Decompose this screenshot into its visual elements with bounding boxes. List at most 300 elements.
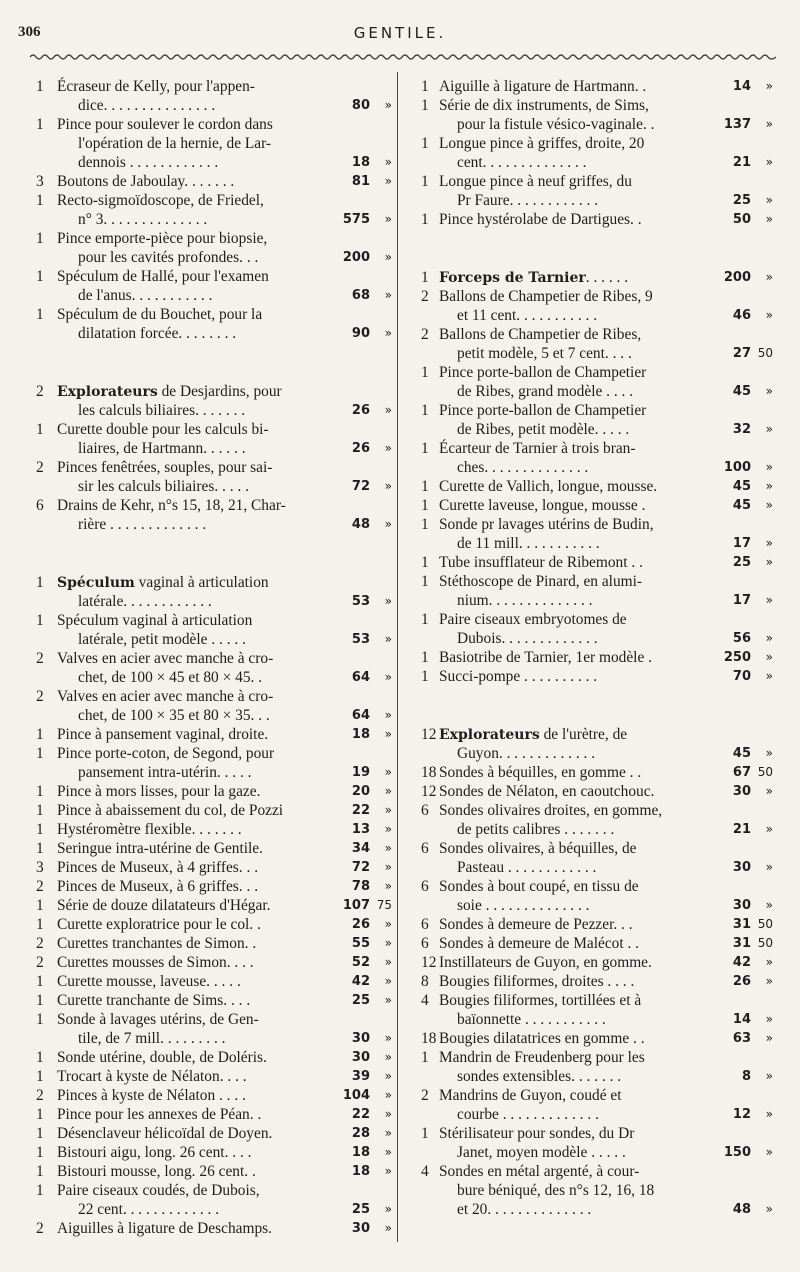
item-text — [78, 324, 236, 343]
item-quantity: 2 — [36, 878, 44, 895]
item-price-francs: 45 — [732, 479, 751, 494]
item-description: Janet, moyen modèle . . . . . — [457, 1144, 626, 1161]
catalog-entry — [421, 725, 773, 763]
catalog-entry — [36, 839, 392, 858]
item-quantity: 2 — [36, 954, 44, 971]
item-price-francs: 45 — [732, 746, 751, 761]
item-description: vaginal à articulation — [134, 574, 269, 591]
item-price-francs: 46 — [732, 308, 751, 323]
item-text — [457, 420, 629, 439]
item-description: Valves en acier avec manche à cro- — [57, 650, 274, 667]
catalog-entry — [421, 553, 773, 572]
item-text — [78, 439, 246, 458]
item-text — [439, 268, 628, 288]
item-description: Écraseur de Kelly, pour l'appen- — [57, 78, 255, 95]
entry-line — [36, 229, 392, 248]
catalog-entry — [421, 839, 773, 877]
item-price-francs: 17 — [732, 593, 751, 608]
entry-line — [36, 1067, 392, 1086]
item-description: Instillateurs de Guyon, en gomme. — [439, 954, 652, 971]
entry-line — [421, 401, 773, 420]
item-description: Longue pince à griffes, droite, 20 — [439, 135, 645, 152]
catalog-entry — [36, 858, 392, 877]
catalog-entry — [421, 648, 773, 667]
item-text — [457, 115, 654, 134]
item-price-centimes: » — [384, 288, 392, 302]
entry-line — [36, 439, 392, 458]
item-description: Pinces de Museux, à 6 griffes. . . — [57, 878, 259, 895]
item-price-centimes: 50 — [757, 936, 773, 950]
entry-line — [36, 896, 392, 915]
item-text — [57, 420, 269, 439]
item-price-francs: 52 — [351, 955, 370, 970]
item-price-francs: 25 — [732, 193, 751, 208]
item-description: liaires, de Hartmann. . . . . . — [78, 440, 246, 457]
item-quantity: 1 — [421, 1049, 429, 1066]
item-description: Trocart à kyste de Nélaton. . . . — [57, 1068, 247, 1085]
item-text — [439, 610, 627, 629]
item-text — [439, 477, 657, 496]
entry-line — [36, 286, 392, 305]
item-price-francs: 25 — [351, 1202, 370, 1217]
item-price-francs: 13 — [351, 822, 370, 837]
item-description: Curette exploratrice pour le col. . — [57, 916, 261, 933]
item-price-centimes: » — [765, 784, 773, 798]
entry-line — [421, 725, 773, 744]
entry-line — [36, 649, 392, 668]
item-text — [78, 248, 258, 267]
item-quantity: 1 — [36, 992, 44, 1009]
item-quantity: 1 — [36, 745, 44, 762]
entry-line — [36, 839, 392, 858]
item-quantity: 8 — [421, 973, 429, 990]
item-description: Spéculum de Hallé, pour l'examen — [57, 268, 269, 285]
item-price-francs: 30 — [351, 1031, 370, 1046]
entry-line — [36, 515, 392, 534]
item-quantity: 1 — [36, 1011, 44, 1028]
item-description: Spéculum vaginal à articulation — [57, 612, 253, 629]
item-quantity: 2 — [36, 1087, 44, 1104]
catalog-entry — [36, 972, 392, 991]
entry-line — [36, 248, 392, 267]
item-price-francs: 8 — [741, 1069, 751, 1084]
catalog-entry — [36, 877, 392, 896]
item-price-centimes: » — [765, 1069, 773, 1083]
item-text — [78, 1029, 225, 1048]
item-text — [457, 344, 632, 363]
item-price-centimes: » — [765, 1145, 773, 1159]
entry-line — [421, 1086, 773, 1105]
item-quantity: 1 — [421, 554, 429, 571]
item-description: dice. . . . . . . . . . . . . . . — [78, 97, 216, 114]
item-text — [439, 725, 627, 745]
catalog-entry — [36, 420, 392, 458]
item-price-centimes: » — [384, 841, 392, 855]
item-description: Ballons de Champetier de Ribes, 9 — [439, 288, 653, 305]
item-quantity: 1 — [36, 1049, 44, 1066]
item-quantity: 4 — [421, 992, 429, 1009]
entry-line — [36, 953, 392, 972]
item-price-francs: 18 — [351, 1145, 370, 1160]
item-quantity: 1 — [421, 573, 429, 590]
item-quantity: 1 — [421, 516, 429, 533]
item-description: de Desjardins, pour — [157, 383, 282, 400]
entry-line — [36, 972, 392, 991]
entry-line — [421, 972, 773, 991]
item-price-centimes: » — [384, 822, 392, 836]
entry-line — [421, 191, 773, 210]
catalog-entry — [36, 687, 392, 725]
item-text — [57, 305, 262, 324]
item-price-centimes: » — [765, 1202, 773, 1216]
item-text — [78, 134, 271, 153]
entry-line — [421, 648, 773, 667]
entry-line — [36, 725, 392, 744]
item-text — [57, 1105, 261, 1124]
item-description: chet, de 100 × 35 et 80 × 35. . . — [78, 707, 270, 724]
item-price-francs: 30 — [732, 860, 751, 875]
entry-line — [421, 858, 773, 877]
item-price-centimes: » — [765, 460, 773, 474]
item-quantity: 1 — [36, 116, 44, 133]
entry-line — [421, 1029, 773, 1048]
catalog-entry — [421, 763, 773, 782]
item-price-francs: 48 — [351, 517, 370, 532]
item-text — [457, 896, 590, 915]
item-description: Pince à abaissement du col, de Pozzi — [57, 802, 284, 819]
entry-line — [421, 115, 773, 134]
catalog-entry — [36, 1067, 392, 1086]
entry-line — [421, 306, 773, 325]
item-quantity: 1 — [36, 973, 44, 990]
item-text — [57, 858, 258, 877]
item-text — [78, 1200, 219, 1219]
item-price-centimes: » — [765, 555, 773, 569]
item-quantity: 1 — [36, 726, 44, 743]
catalog-entry — [36, 1162, 392, 1181]
entry-line — [421, 1105, 773, 1124]
entry-line — [421, 344, 773, 363]
item-description: sondes extensibles. . . . . . . — [457, 1068, 622, 1085]
item-description: dennois . . . . . . . . . . . . — [78, 154, 219, 171]
column-divider — [396, 72, 399, 1242]
entry-line — [421, 896, 773, 915]
item-description: Série de dix instruments, de Sims, — [439, 97, 649, 114]
entry-line — [36, 877, 392, 896]
item-quantity: 1 — [36, 1106, 44, 1123]
entry-line — [36, 782, 392, 801]
catalog-entry — [421, 363, 773, 401]
item-price-centimes: » — [384, 1145, 392, 1159]
catalog-entry — [421, 972, 773, 991]
item-price-centimes: » — [765, 193, 773, 207]
item-price-centimes: 75 — [376, 898, 392, 912]
item-description: et 11 cent. . . . . . . . . . . — [457, 307, 598, 324]
item-price-centimes: » — [765, 270, 773, 284]
item-text — [457, 382, 633, 401]
item-price-centimes: » — [765, 1012, 773, 1026]
catalog-entry — [36, 573, 392, 611]
item-price-centimes: » — [765, 479, 773, 493]
item-price-francs: 81 — [351, 174, 370, 189]
entry-line — [36, 1200, 392, 1219]
item-description: Pinces fenêtrées, souples, pour sai- — [57, 459, 273, 476]
item-text — [457, 744, 595, 763]
item-description: Sondes à demeure de Pezzer. . . — [439, 916, 633, 933]
entry-line — [36, 458, 392, 477]
entry-line — [36, 611, 392, 630]
item-text — [57, 191, 264, 210]
catalog-entry — [36, 172, 392, 191]
item-text — [57, 611, 252, 630]
item-price-centimes: » — [765, 822, 773, 836]
item-text — [457, 629, 598, 648]
item-description: de l'anus. . . . . . . . . . . — [78, 287, 213, 304]
catalog-entry — [421, 572, 773, 610]
item-quantity: 1 — [36, 306, 44, 323]
item-text — [57, 1124, 272, 1143]
item-description: rière . . . . . . . . . . . . . — [78, 516, 207, 533]
item-price-centimes: » — [765, 498, 773, 512]
item-price-francs: 32 — [732, 422, 751, 437]
item-price-centimes: » — [384, 879, 392, 893]
item-quantity: 1 — [36, 1144, 44, 1161]
item-description: pour les cavités profondes. . . — [78, 249, 259, 266]
entry-line — [36, 96, 392, 115]
entry-line — [36, 172, 392, 191]
catalog-entry — [421, 953, 773, 972]
item-text — [439, 972, 634, 991]
item-quantity: 12 — [421, 954, 437, 971]
catalog-entry — [421, 782, 773, 801]
item-text — [57, 896, 270, 915]
item-quantity: 1 — [36, 421, 44, 438]
entry-line — [36, 991, 392, 1010]
item-quantity: 2 — [421, 288, 429, 305]
item-quantity: 2 — [36, 650, 44, 667]
item-description: et 20. . . . . . . . . . . . . . — [457, 1201, 592, 1218]
item-price-francs: 150 — [723, 1145, 751, 1160]
entry-line — [36, 1219, 392, 1238]
entry-line — [36, 915, 392, 934]
item-text — [439, 953, 652, 972]
catalog-entry — [36, 1219, 392, 1238]
item-quantity: 6 — [36, 497, 44, 514]
item-text — [57, 172, 234, 191]
item-price-francs: 64 — [351, 670, 370, 685]
item-price-francs: 48 — [732, 1202, 751, 1217]
catalog-entry — [421, 801, 773, 839]
item-quantity: 1 — [421, 173, 429, 190]
item-description: Pince porte-coton, de Segond, pour — [57, 745, 275, 762]
item-text — [57, 382, 282, 402]
item-price-centimes: » — [384, 955, 392, 969]
item-text — [78, 706, 270, 725]
item-price-francs: 27 — [732, 346, 751, 361]
item-description: Basiotribe de Tarnier, 1er modèle . — [439, 649, 652, 666]
item-price-francs: 12 — [732, 1107, 751, 1122]
item-quantity: 1 — [421, 364, 429, 381]
item-description: Succi-pompe . . . . . . . . . . — [439, 668, 598, 685]
item-heading: Spéculum — [57, 575, 135, 591]
item-quantity: 2 — [421, 326, 429, 343]
item-quantity: 1 — [421, 668, 429, 685]
entry-line — [421, 1048, 773, 1067]
item-price-centimes: » — [765, 536, 773, 550]
item-price-francs: 30 — [351, 1221, 370, 1236]
item-price-francs: 56 — [732, 631, 751, 646]
item-price-francs: 78 — [351, 879, 370, 894]
item-quantity: 1 — [421, 402, 429, 419]
entry-line — [421, 610, 773, 629]
item-text — [457, 1143, 626, 1162]
item-quantity: 1 — [36, 840, 44, 857]
item-price-centimes: » — [384, 917, 392, 931]
item-price-francs: 42 — [732, 955, 751, 970]
item-text — [78, 153, 218, 172]
entry-line — [421, 1143, 773, 1162]
page-header — [0, 0, 800, 50]
item-quantity: 2 — [36, 1220, 44, 1237]
item-text — [57, 1048, 267, 1067]
item-price-centimes: » — [384, 517, 392, 531]
right-column — [421, 77, 773, 1219]
item-text — [57, 77, 255, 96]
entry-line — [36, 1048, 392, 1067]
item-description: Bougies filiformes, tortillées et à — [439, 992, 642, 1009]
item-description: baïonnette . . . . . . . . . . . — [457, 1011, 606, 1028]
item-description: Sondes de Nélaton, en caoutchouc. — [439, 783, 655, 800]
item-price-francs: 30 — [351, 1050, 370, 1065]
item-price-francs: 25 — [351, 993, 370, 1008]
item-description: Sondes à béquilles, en gomme . . — [439, 764, 642, 781]
item-price-centimes: » — [384, 727, 392, 741]
item-text — [57, 1086, 246, 1105]
item-price-centimes: » — [384, 212, 392, 226]
item-price-francs: 45 — [732, 498, 751, 513]
item-quantity: 6 — [421, 916, 429, 933]
item-text — [57, 725, 268, 744]
catalog-entry — [36, 191, 392, 229]
header-wavy-rule — [30, 52, 776, 62]
item-text — [439, 77, 646, 96]
item-quantity: 1 — [36, 192, 44, 209]
item-price-francs: 137 — [723, 117, 751, 132]
item-text — [457, 858, 596, 877]
item-text — [57, 496, 286, 515]
item-price-centimes: » — [384, 1107, 392, 1121]
item-text — [457, 458, 588, 477]
item-text — [439, 134, 644, 153]
item-price-centimes: » — [384, 155, 392, 169]
entry-line — [36, 1162, 392, 1181]
item-description: Sonde utérine, double, de Doléris. — [57, 1049, 267, 1066]
item-text — [57, 115, 273, 134]
item-quantity: 1 — [36, 897, 44, 914]
item-quantity: 6 — [421, 878, 429, 895]
item-description: Désenclaveur hélicoïdal de Doyen. — [57, 1125, 273, 1142]
item-text — [439, 210, 642, 229]
item-text — [457, 820, 614, 839]
item-text — [57, 744, 274, 763]
catalog-entry — [36, 1124, 392, 1143]
item-price-centimes: » — [384, 632, 392, 646]
entry-line — [36, 820, 392, 839]
entry-line — [421, 439, 773, 458]
item-text — [439, 1048, 645, 1067]
item-description: Hystéromètre flexible. . . . . . . — [57, 821, 242, 838]
item-price-francs: 30 — [732, 898, 751, 913]
entry-line — [421, 839, 773, 858]
item-description: Sondes olivaires droites, en gomme, — [439, 802, 663, 819]
item-price-francs: 250 — [723, 650, 751, 665]
item-price-centimes: » — [384, 1202, 392, 1216]
item-text — [57, 1010, 259, 1029]
item-text — [457, 1181, 654, 1200]
item-quantity: 18 — [421, 1030, 437, 1047]
item-price-francs: 107 — [342, 898, 370, 913]
entry-line — [36, 763, 392, 782]
item-quantity: 1 — [36, 78, 44, 95]
item-price-francs: 34 — [351, 841, 370, 856]
item-description: Seringue intra-utérine de Gentile. — [57, 840, 263, 857]
entry-line — [421, 934, 773, 953]
item-price-centimes: 50 — [757, 346, 773, 360]
item-text — [439, 363, 646, 382]
catalog-entry — [421, 934, 773, 953]
entry-line — [421, 553, 773, 572]
item-description: de 11 mill. . . . . . . . . . . — [457, 535, 600, 552]
item-price-centimes: » — [384, 670, 392, 684]
entry-line — [421, 515, 773, 534]
item-price-francs: 80 — [351, 98, 370, 113]
item-price-centimes: » — [765, 117, 773, 131]
entry-line — [421, 782, 773, 801]
entry-line — [421, 763, 773, 782]
item-description: Bougies filiformes, droites . . . . — [439, 973, 635, 990]
item-price-centimes: » — [384, 1126, 392, 1140]
item-description: Sondes à demeure de Malécot . . — [439, 935, 640, 952]
item-description: dilatation forcée. . . . . . . . — [78, 325, 237, 342]
item-price-francs: 14 — [732, 1012, 751, 1027]
catalog-entry — [421, 515, 773, 553]
item-price-francs: 21 — [732, 822, 751, 837]
item-quantity: 4 — [421, 1163, 429, 1180]
entry-line — [36, 1181, 392, 1200]
item-quantity: 1 — [421, 269, 429, 286]
item-quantity: 6 — [421, 802, 429, 819]
item-description: Guyon. . . . . . . . . . . . . — [457, 745, 596, 762]
item-description: les calculs biliaires. . . . . . . — [78, 402, 246, 419]
item-text — [57, 801, 283, 820]
item-quantity: 6 — [421, 840, 429, 857]
item-quantity: 1 — [421, 135, 429, 152]
item-price-centimes: » — [384, 860, 392, 874]
item-price-francs: 26 — [351, 917, 370, 932]
item-price-centimes: » — [384, 98, 392, 112]
item-text — [457, 1200, 591, 1219]
item-quantity: 12 — [421, 783, 437, 800]
item-price-centimes: » — [765, 593, 773, 607]
item-description: Boutons de Jaboulay. . . . . . . — [57, 173, 235, 190]
item-price-francs: 68 — [351, 288, 370, 303]
item-price-francs: 53 — [351, 632, 370, 647]
item-text — [57, 934, 256, 953]
item-description: Pince porte-ballon de Champetier — [439, 364, 647, 381]
item-description: Pince emporte-pièce pour biopsie, — [57, 230, 268, 247]
item-text — [439, 648, 652, 667]
entry-line — [421, 1010, 773, 1029]
